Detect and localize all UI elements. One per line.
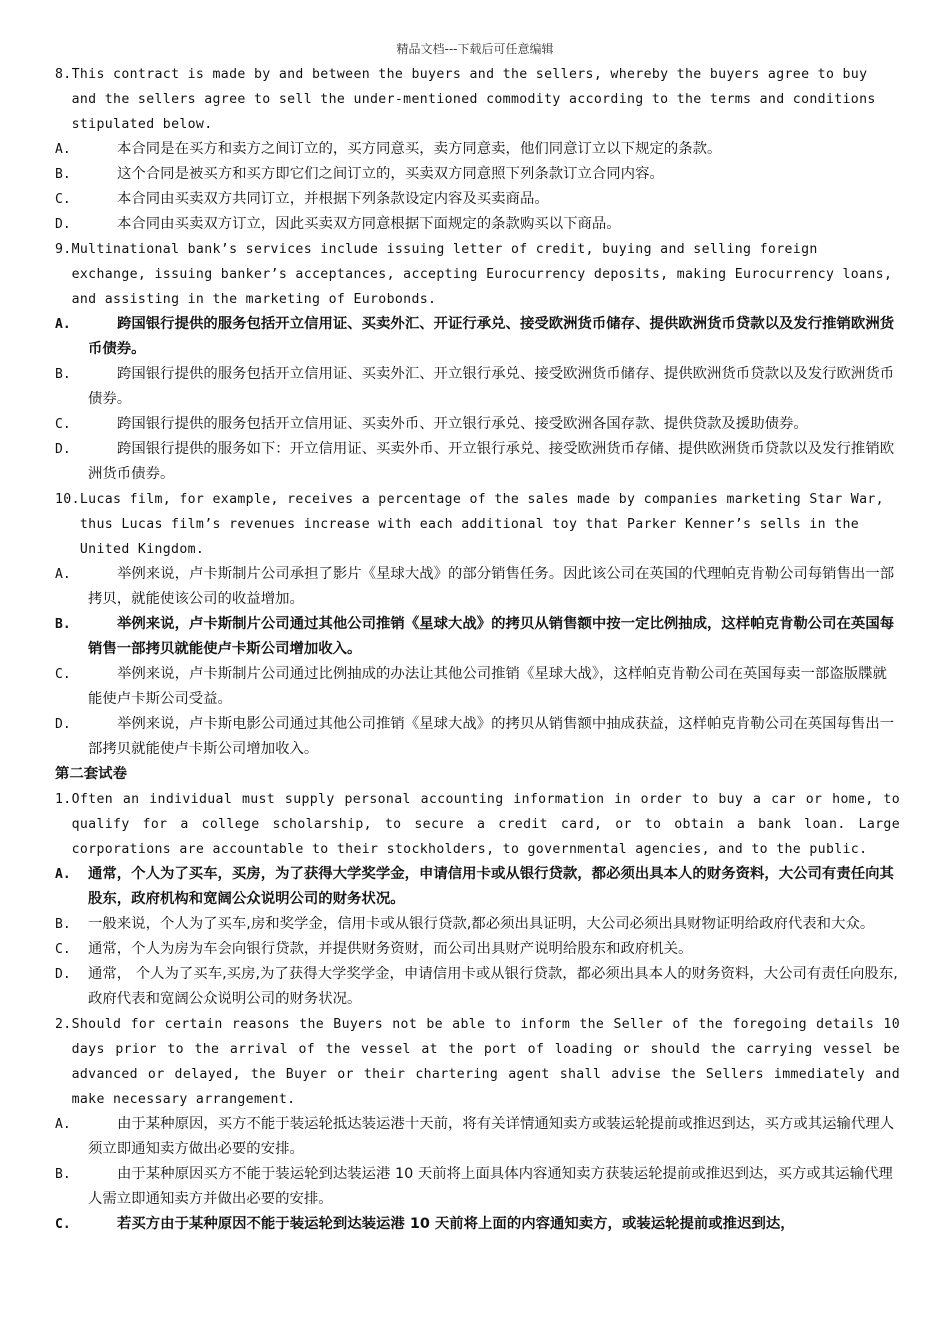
option-text: 跨国银行提供的服务包括开立信用证、买卖外币、开立银行承兑、接受欧洲各国存款、提供贷款及援助债券。 [117, 416, 808, 432]
question-8 [55, 62, 900, 137]
option-letter: A. [55, 1117, 71, 1132]
s2-option-1b [55, 912, 900, 937]
option-text: 举例来说，卢卡斯制片公司通过比例抽成的办法让其他公司推销《星球大战》，这样帕克肯勒公司在英国每卖一部盗版牒就能使卢卡斯公司受益。 [88, 666, 887, 707]
question-text: Lucas film, for example, receives a percentage of the sales made by companies marketing Star War, thus Lucas film’s revenues increase with each additional toy that Parker Kenner’s sells in the United Kingdom. [79, 492, 884, 557]
option-letter: D. [55, 442, 71, 457]
option-letter: C. [55, 192, 71, 207]
question-number: 9. [55, 242, 72, 257]
option-letter: C. [55, 1217, 71, 1232]
option-10c [55, 662, 900, 712]
question-text: Should for certain reasons the Buyers not be able to inform the Seller of the foregoing details 10 days prior to the arrival of the vessel at the port of loading or should the carrying vessel be advanced or delayed, the Buyer or their chartering agent shall advise the Sellers immediately and make necessary arrangement. [71, 1017, 900, 1107]
question-text: Often an individual must supply personal accounting information in order to buy a car or home, to qualify for a college scholarship, to secure a credit card, or to obtain a bank loan. Large corporations are accountable to their stockholders, to governmental agencies, and to the public. [71, 792, 900, 857]
s2-option-1c [55, 937, 900, 962]
option-text: 本合同是在买方和卖方之间订立的，买方同意买，卖方同意卖，他们同意订立以下规定的条款。 [117, 141, 722, 157]
question-10 [55, 487, 900, 562]
option-text: 通常，个人为房为车会向银行贷款，并提供财务资财，而公司出具财产说明给股东和政府机关。 [88, 941, 693, 957]
s2-question-2 [55, 1012, 900, 1112]
option-text: 通常， 个人为了买车,买房,为了获得大学奖学金，申请信用卡或从银行贷款，都必须出具本人的财务资料，大公司有责任向股东,政府代表和宽阔公众说明公司的财务状况。 [88, 966, 898, 1007]
question-number: 2. [55, 1017, 72, 1032]
option-letter: D. [55, 717, 71, 732]
option-text: 由于某种原因买方不能于装运轮到达装运港 10 天前将上面具体内容通知卖方获装运轮提前或推迟到达，买方或其运输代理人需立即通知卖方并做出必要的安排。 [88, 1166, 893, 1207]
option-9c [55, 412, 900, 437]
option-8b [55, 162, 900, 187]
s2-option-2a [55, 1112, 900, 1162]
question-9 [55, 237, 900, 312]
option-text: 跨国银行提供的服务如下：开立信用证、买卖外币、开立银行承兑、接受欧洲货币存储、提供欧洲货币贷款以及发行推销欧洲货币债券。 [88, 441, 895, 482]
option-10b [55, 612, 900, 662]
option-text: 本合同由买卖双方订立，因此买卖双方同意根据下面规定的条款购买以下商品。 [117, 216, 621, 232]
document-body [55, 62, 900, 1237]
option-text: 一般来说，个人为了买车,房和奖学金，信用卡或从银行贷款,都必须出具证明，大公司必须出具财物证明给政府代表和大众。 [88, 916, 875, 932]
option-letter: A. [55, 867, 71, 882]
option-text: 举例来说，卢卡斯制片公司通过其他公司推销《星球大战》的拷贝从销售额中按一定比例抽成，这样帕克肯勒公司在英国每销售一部拷贝就能使卢卡斯公司增加收入。 [88, 616, 895, 657]
option-text: 本合同由买卖双方共同订立，并根据下列条款设定内容及买卖商品。 [117, 191, 549, 207]
option-letter: C. [55, 417, 71, 432]
option-letter: C. [55, 942, 71, 957]
option-letter: D. [55, 217, 71, 232]
option-letter: B. [55, 617, 71, 632]
option-text: 若买方由于某种原因不能于装运轮到达装运港 10 天前将上面的内容通知卖方，或装运轮提前或推迟到达， [117, 1216, 795, 1232]
option-9b [55, 362, 900, 412]
option-text: 由于某种原因，买方不能于装运轮抵达装运港十天前，将有关详情通知卖方或装运轮提前或推迟到达，买方或其运输代理人须立即通知卖方做出必要的安排。 [88, 1116, 895, 1157]
option-text: 通常，个人为了买车，买房，为了获得大学奖学金，申请信用卡或从银行贷款，都必须出具本人的财务资料，大公司有责任向其股东，政府机构和宽阔公众说明公司的财务状况。 [88, 866, 894, 907]
question-text: Multinational bank’s services include issuing letter of credit, buying and selling foreign exchange, issuing banker’s acceptances, accepting Eurocurrency deposits, making Eurocurrency loans, and assisting in the marketing of Eurobonds. [71, 242, 893, 307]
s2-option-2b [55, 1162, 900, 1212]
option-10a [55, 562, 900, 612]
option-9d [55, 437, 900, 487]
s2-question-1 [55, 787, 900, 862]
option-letter: B. [55, 367, 71, 382]
option-letter: B. [55, 1167, 71, 1182]
question-number: 10. [55, 492, 80, 507]
option-text: 举例来说，卢卡斯制片公司承担了影片《星球大战》的部分销售任务。因此该公司在英国的代理帕克肯勒公司每销售出一部拷贝，就能使该公司的收益增加。 [88, 566, 895, 607]
option-letter: D. [55, 967, 71, 982]
section-title: 第二套试卷 [55, 766, 127, 782]
option-letter: A. [55, 567, 71, 582]
question-text: This contract is made by and between the buyers and the sellers, whereby the buyers agree to buy and the sellers agree to sell the under-mentioned commodity according to the terms and conditions stipulated below. [71, 67, 876, 132]
option-8a [55, 137, 900, 162]
option-8c [55, 187, 900, 212]
option-10d [55, 712, 900, 762]
option-letter: C. [55, 667, 71, 682]
option-text: 跨国银行提供的服务包括开立信用证、买卖外汇、开证行承兑、接受欧洲货币储存、提供欧洲货币贷款以及发行推销欧洲货币债券。 [88, 316, 895, 357]
option-9a [55, 312, 900, 362]
option-text: 举例来说，卢卡斯电影公司通过其他公司推销《星球大战》的拷贝从销售额中抽成获益，这样帕克肯勒公司在英国每售出一部拷贝就能使卢卡斯公司增加收入。 [88, 716, 895, 757]
option-letter: A. [55, 317, 71, 332]
s2-option-1d [55, 962, 900, 1012]
s2-option-1a [55, 862, 900, 912]
option-letter: B. [55, 917, 71, 932]
option-text: 跨国银行提供的服务包括开立信用证、买卖外汇、开立银行承兑、接受欧洲货币储存、提供欧洲货币贷款以及发行欧洲货币债券。 [88, 366, 895, 407]
question-number: 1. [55, 792, 72, 807]
option-letter: A. [55, 142, 71, 157]
s2-option-2c [55, 1212, 900, 1237]
question-number: 8. [55, 67, 72, 82]
page-header: 精品文档---下载后可任意编辑 [396, 42, 554, 56]
option-letter: B. [55, 167, 71, 182]
option-8d [55, 212, 900, 237]
option-text: 这个合同是被买方和买方即它们之间订立的，买卖双方同意照下列条款订立合同内容。 [117, 166, 664, 182]
